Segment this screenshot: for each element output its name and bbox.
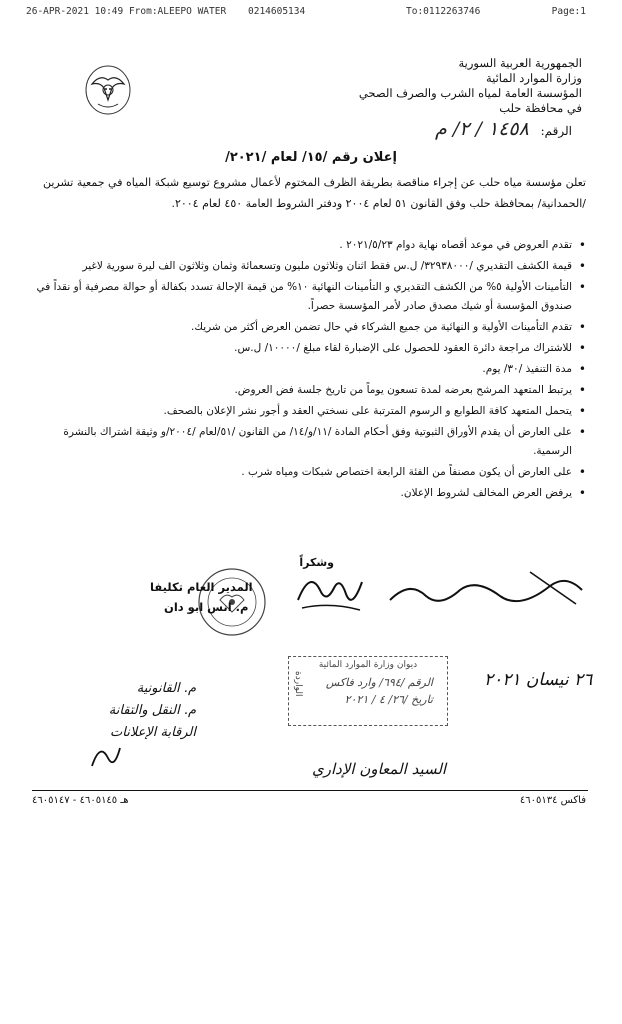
syrian-eagle-emblem-icon [82, 60, 134, 118]
fax-page-number: Page:1 [551, 6, 586, 17]
tender-condition-item: • قيمة الكشف التقديري /٣٢٩٣٨٠٠٠/ ل.س فقط اثنان وثلاثون مليون وتسعمائة وثمان وثلاثون الف ليرة سورية لاغير [26, 257, 586, 276]
administrative-note: السيد المعاون الإداري [312, 760, 447, 778]
secondary-signature-icon [380, 560, 590, 620]
country-name: الجمهورية العربية السورية [458, 56, 582, 70]
distribution-item: م. النقل والتقانة [108, 703, 196, 718]
announcement-intro: تعلن مؤسسة مياه حلب عن إجراء مناقصة بطريقة الظرف المختوم لأعمال مشروع توسيع شبكة المياه في جمعية تشرين /الحمدانية/ بمحافظة حلب وفق القانون ٥١ لعام ٢٠٠٤ ودفتر الشروط العامة ٤٥٠ لعام ٢٠٠٤. [42, 176, 586, 210]
stamp-incoming-label: الواردة [293, 671, 303, 697]
reference-value: ١٤٥٨ / ٢/ م [435, 118, 529, 140]
fax-datetime-from: 26-APR-2021 10:49 From:ALEEPO WATER [26, 6, 227, 17]
reference-label: الرقم: [540, 124, 572, 138]
tender-conditions-list [26, 236, 586, 505]
footer-phones: هـ ٤٦٠٥١٤٥ - ٤٦٠٥١٤٧ [32, 795, 129, 806]
stamp-date: تاريخ /٢٦/ ٤ / ٢٠٢١ [344, 693, 433, 706]
distribution-item: الرقابة الإعلانات [110, 725, 196, 740]
tender-condition-item: • مدة التنفيذ /٣٠/ يوم. [26, 360, 586, 379]
tender-condition-item: • تقدم العروض في موعد أقصاه نهاية دوام ٢٠٢١/٥/٢٣ . [26, 236, 586, 255]
fax-sender-number: 0214605134 [248, 6, 306, 17]
tender-condition-item: • تقدم التأمينات الأولية و النهائية من جميع الشركاء في حال تضمن العرض أكثر من شريك. [26, 318, 586, 337]
distribution-item: م. القانونية [136, 681, 196, 696]
fax-recipient: To:0112263746 [406, 6, 481, 17]
footer-fax: فاكس ٤٦٠٥١٣٤ [519, 795, 586, 806]
tender-condition-item: • يرفض العرض المخالف لشروط الإعلان. [26, 484, 586, 503]
fax-transmission-header [26, 6, 586, 22]
initials-mark-icon [86, 738, 126, 774]
issuing-authority-header [322, 56, 582, 116]
signer-name: م. انس ابو دان [164, 600, 249, 614]
incoming-registry-stamp [288, 656, 448, 726]
organization-name: المؤسسة العامة لمياه الشرب والصرف الصحي [358, 86, 582, 100]
signer-title: المدير العام تكليفا [150, 580, 253, 594]
stamp-organization: ديوان وزارة الموارد المائية [318, 660, 418, 670]
stamp-reference: الرقم /٦٩٤/ وارد فاكس [325, 676, 433, 689]
closing-thanks: وشكراً [299, 556, 334, 569]
reference-number [435, 118, 572, 140]
governorate-name: في محافظة حلب [499, 101, 582, 115]
ministry-name: وزارة الموارد المائية [485, 71, 582, 85]
tender-condition-item: • للاشتراك مراجعة دائرة العقود للحصول على الإضبارة لقاء مبلغ /١٠٠٠٠/ ل.س. [26, 339, 586, 358]
footer-divider [32, 790, 588, 791]
tender-condition-item: • يرتبط المتعهد المرشح بعرضه لمدة تسعون يوماً من تاريخ جلسة فض العروض. [26, 381, 586, 400]
tender-condition-item: • على العارض أن يكون مصنفاً من الفئة الرابعة اختصاص شبكات ومياه شرب . [26, 463, 586, 482]
director-signature-icon [290, 560, 370, 620]
tender-condition-item: • على العارض أن يقدم الأوراق الثبوتية وفق أحكام المادة /١١/و/١٤/ من القانون /٥١/لعام /٢٠٠٤/و وثيقة اشتراك بالنشرة الرسمية. [26, 423, 586, 461]
distribution-list [36, 678, 196, 744]
tender-condition-item: • التأمينات الأولية ٥% من الكشف التقديري و التأمينات النهائية ١٠% من قيمة الإحالة تسدد بكفالة أو حوالة مصرفية أو نقداً في صندوق المؤسسة أو شيك مصدق صادر لأمر المؤسسة حصراً. [26, 278, 586, 316]
tender-condition-item: • يتحمل المتعهد كافة الطوابع و الرسوم المترتبة على نسختي العقد و أجور نشر الإعلان بالصحف. [26, 402, 586, 421]
handwritten-date: ٢٦ نيسان ٢٠٢١ [484, 670, 593, 690]
announcement-title: إعلان رقم /١٥/ لعام /٢٠٢١/ [225, 150, 397, 165]
